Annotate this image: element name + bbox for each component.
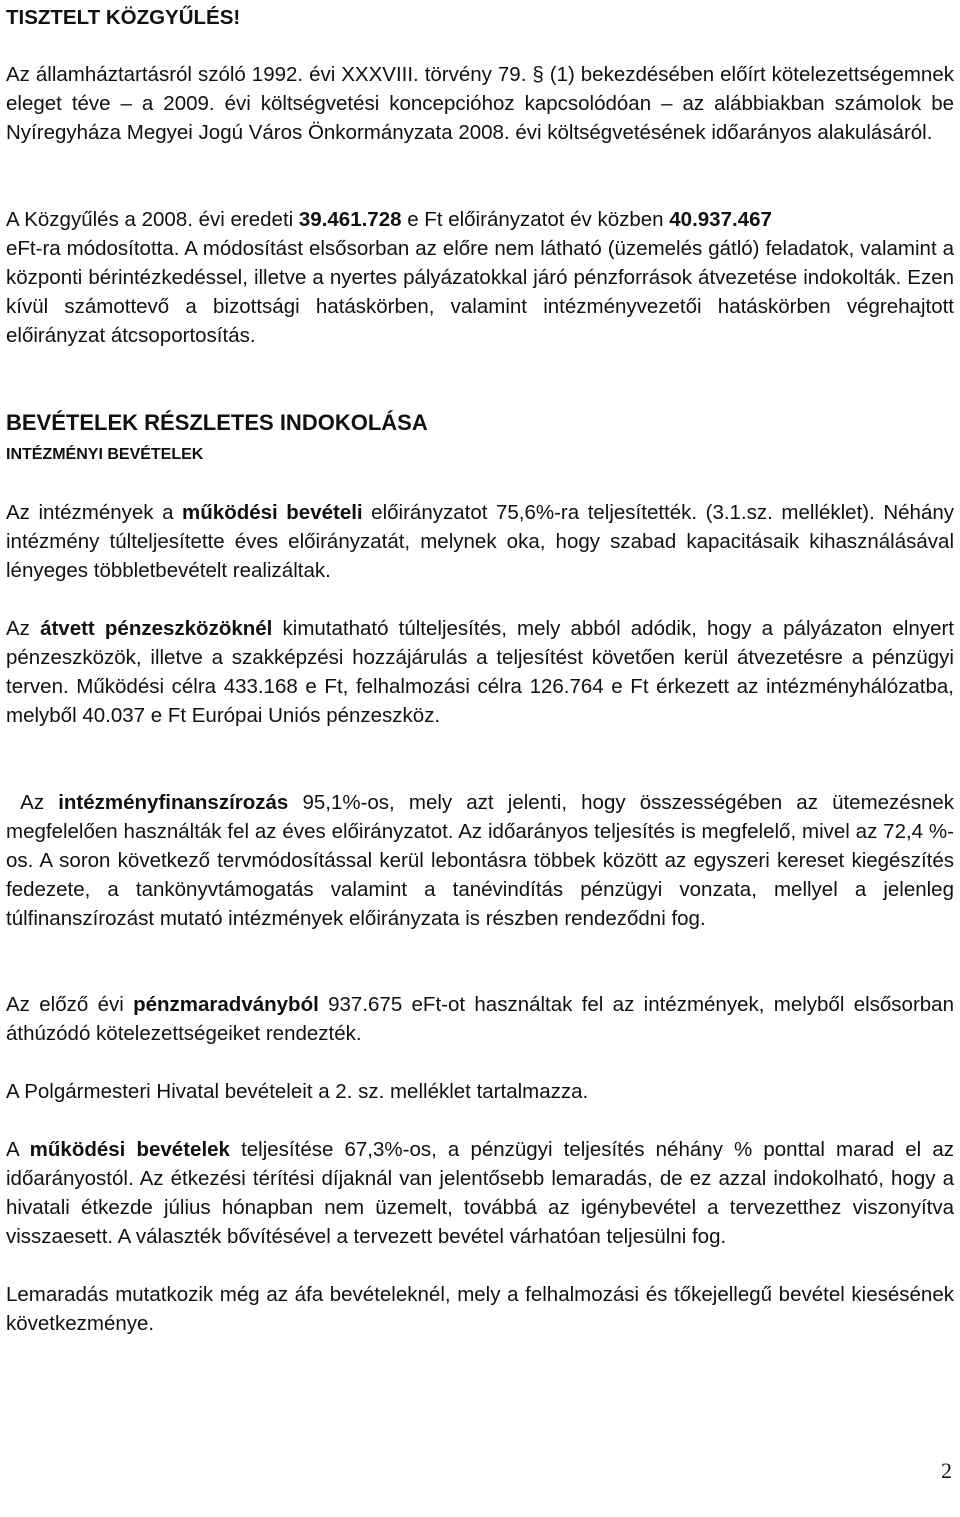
intro-text: Az államháztartásról szóló 1992. évi XXXVIII. törvény 79. § (1) bekezdésében előírt kötelezettségemnek eleget téve – a 2009. évi költségvetési koncepcióhoz kapcsolódóan – az alábbiakban számolok be Nyíregyháza Megyei Jogú Város Önkormányzata 2008. évi költségvetésének időarányos alakulásáról.: [6, 63, 954, 144]
budget-paragraph: [6, 205, 954, 350]
mayor-office-text: A Polgármesteri Hivatal bevételeit a 2. sz. melléklet tartalmazza.: [6, 1080, 589, 1103]
operating-revenue-paragraph: [6, 498, 954, 585]
original-budget-amount: 39.461.728: [298, 208, 402, 231]
section-heading: [6, 408, 954, 438]
page-number: 2: [941, 1458, 952, 1483]
mayor-office-paragraph: [6, 1077, 954, 1106]
institution-financing-paragraph: [6, 788, 954, 933]
institutional-revenues-heading: INTÉZMÉNYI BEVÉTELEK: [6, 446, 204, 463]
modified-budget-amount: 40.937.467: [669, 208, 772, 231]
operating-revenues-text: A működési bevételek teljesítése 67,3%-os, a pénzügyi teljesítés néhány % ponttal marad el az időarányostól. Az étkezési térítési díjaknál van jelentősebb lemaradás, de ez azzal indokolható, hogy a hivatali étkezde július hónapban nem üzemelt, továbbá az igénybevétel a tervezetthez viszonyítva visszaesett. A választék bővítésével a tervezett bevétel várhatóan teljesülni fog.: [6, 1138, 955, 1248]
subsection-heading: [6, 444, 954, 466]
revenues-heading: BEVÉTELEK RÉSZLETES INDOKOLÁSA: [6, 410, 428, 435]
intro-paragraph: [6, 60, 954, 147]
budget-text: A Közgyűlés a 2008. évi eredeti 39.461.728 e Ft előirányzatot év közben 40.937.467 eFt-ra módosította. A módosítást elsősorban az előre nem látható (üzemelés gátló) feladatok, valamint a központi bérintézkedéssel, illetve a nyertes pályázatokkal járó pénzforrások átvezetése indokolták. Ezen kívül számottevő a bizottsági hatáskörben, valamint intézményvezetői hatáskörben végrehajtott előirányzat átcsoportosítás.: [6, 208, 954, 347]
vat-paragraph: [6, 1280, 954, 1338]
transferred-funds-paragraph: [6, 614, 954, 730]
document-title: TISZTELT KÖZGYŰLÉS!: [6, 6, 241, 29]
operating-revenue-text: Az intézmények a működési bevételi előirányzatot 75,6%-ra teljesítették. (3.1.sz. melléklet). Néhány intézmény túlteljesítette éves előirányzatát, melynek oka, hogy szabad kapacitásaik kihasználásával lényeges többletbevételt realizáltak.: [6, 501, 955, 582]
institution-financing-text: Az intézményfinanszírozás 95,1%-os, mely azt jelenti, hogy összességében az ütemezésnek megfelelően használták fel az éves előirányzatot. Az időarányos teljesítés is megfelelő, mivel az 72,4 %-os. A soron következő tervmódosítással kerül lebontásra többek között az egyszeri kereset kiegészítés fedezete, a tankönyvtámogatás valamint a tanévindítás pénzügyi vonzata, mellyel a jelenleg túlfinanszírozást mutató intézmények előirányzata is részben rendeződni fog.: [6, 791, 955, 930]
residual-text: Az előző évi pénzmaradványból 937.675 eFt-ot használtak fel az intézmények, melyből elsősorban áthúzódó kötelezettségeiket rendezték.: [6, 993, 954, 1045]
residual-paragraph: [6, 990, 954, 1048]
vat-text: Lemaradás mutatkozik még az áfa bevételeknél, mely a felhalmozási és tőkejellegű bevétel kiesésének következménye.: [6, 1283, 954, 1335]
transferred-funds-text: Az átvett pénzeszközöknél kimutatható túlteljesítés, mely abból adódik, hogy a pályázaton elnyert pénzeszközök, illetve a szakképzési hozzájárulás a teljesítést követően kerül átvezetésre a pénzügyi terven. Működési célra 433.168 e Ft, felhalmozási célra 126.764 e Ft érkezett az intézményhálózatba, melyből 40.037 e Ft Európai Uniós pénzeszköz.: [6, 617, 954, 727]
operating-revenues-paragraph: [6, 1135, 954, 1251]
